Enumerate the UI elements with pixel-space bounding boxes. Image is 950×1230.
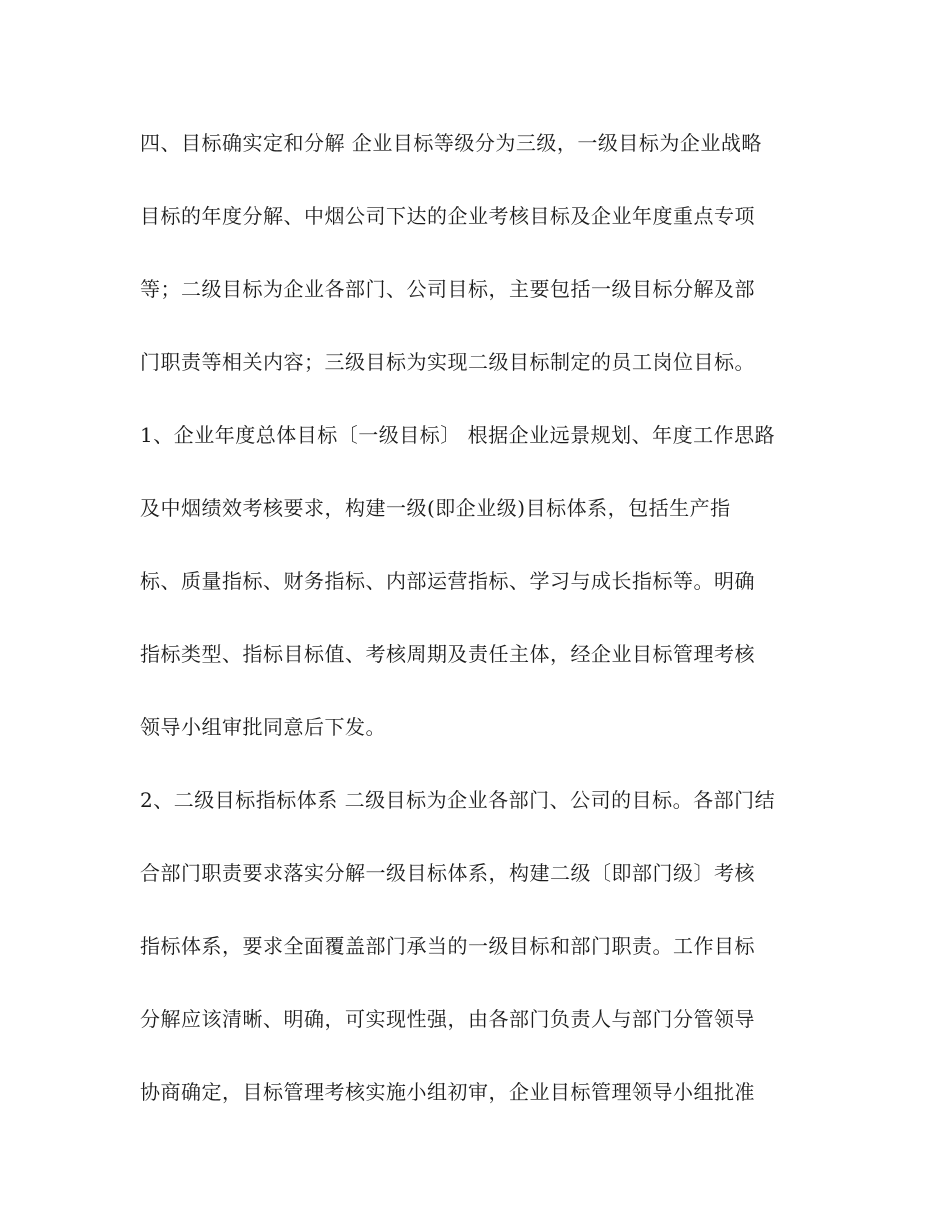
text-line: 1、企业年度总体目标〔一级目标〕 根据企业远景规划、年度工作思路	[140, 423, 776, 447]
text-line: 目标的年度分解、中烟公司下达的企业考核目标及企业年度重点专项	[140, 204, 755, 228]
text-line: 及中烟绩效考核要求，构建一级(即企业级)目标体系，包括生产指	[140, 496, 731, 520]
text-line: 合部门职责要求落实分解一级目标体系，构建二级〔即部门级〕考核	[140, 861, 755, 885]
text-line: 分解应该清晰、明确，可实现性强，由各部门负责人与部门分管领导	[140, 1007, 755, 1031]
text-line: 2、二级目标指标体系 二级目标为企业各部门、公司的目标。各部门结	[140, 788, 776, 812]
text-line: 等；二级目标为企业各部门、公司目标，主要包括一级目标分解及部	[140, 277, 755, 301]
text-line: 指标体系，要求全面覆盖部门承当的一级目标和部门职责。工作目标	[140, 934, 755, 958]
text-line: 门职责等相关内容；三级目标为实现二级目标制定的员工岗位目标。	[140, 350, 755, 374]
text-line: 四、目标确实定和分解 企业目标等级分为三级，一级目标为企业战略	[140, 131, 762, 155]
text-line: 协商确定，目标管理考核实施小组初审，企业目标管理领导小组批准	[140, 1080, 755, 1104]
text-line: 领导小组审批同意后下发。	[140, 715, 386, 739]
text-line: 标、质量指标、财务指标、内部运营指标、学习与成长指标等。明确	[140, 569, 755, 593]
text-line: 指标类型、指标目标值、考核周期及责任主体，经企业目标管理考核	[140, 642, 755, 666]
